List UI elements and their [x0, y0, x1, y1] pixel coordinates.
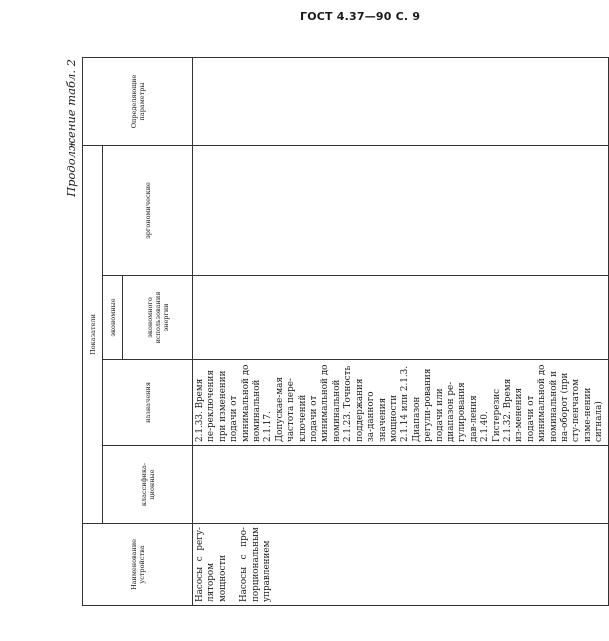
device-cell: [193, 524, 609, 606]
purpose-item: 2.1.40. Гистерезис: [480, 388, 502, 442]
page-header: ГОСТ 4.37—90 С. 9: [300, 10, 421, 23]
classification-cell: [193, 446, 609, 524]
header-ergonomic: эргономические: [103, 145, 193, 275]
header-defining-params: Определяющие параметры: [83, 57, 193, 145]
purpose-item: 2.1.33. Время пе-реключения при изменении подачи от минимальной до номинальной: [195, 364, 263, 442]
defining-params-cell: [193, 57, 609, 145]
header-purpose: назначения: [103, 360, 193, 446]
purpose-cell: [193, 360, 609, 446]
device-name: Насосы с про-порциональным управлением: [239, 527, 273, 602]
header-device: Наименование устройства: [83, 524, 193, 606]
purpose-item: 2.1.14 или 2.1.3. Диапазон регули-рования подачи или диапазон ре-гулирования дав-ления: [400, 365, 479, 442]
purpose-item: 2.1.23. Точность поддержания за-данного значения мощности: [343, 365, 399, 442]
device-name: Насосы с регу-лятором мощности: [195, 527, 228, 602]
purpose-item: 2.1.17. Допускае-мая частота пере-ключений подачи от минимальной до номинальной: [263, 364, 342, 442]
continuation-label: Продолжение табл. 2: [64, 59, 78, 197]
header-energy: экономного использования энергии: [123, 276, 193, 360]
ergonomic-cell: [193, 145, 609, 275]
header-indicators: Показатели: [83, 145, 103, 523]
indicators-table: [82, 57, 609, 606]
header-economic: экономные: [103, 276, 123, 360]
energy-cell: [193, 276, 609, 360]
rotated-table-sheet: [64, 58, 605, 606]
purpose-item: 2.1.32. Время из-менения подачи от минимальной до номинальной и на-оборот (при сту-пенчатом изме-нении сигнала): [502, 364, 605, 442]
header-classification: классифика-ционные: [103, 446, 193, 524]
